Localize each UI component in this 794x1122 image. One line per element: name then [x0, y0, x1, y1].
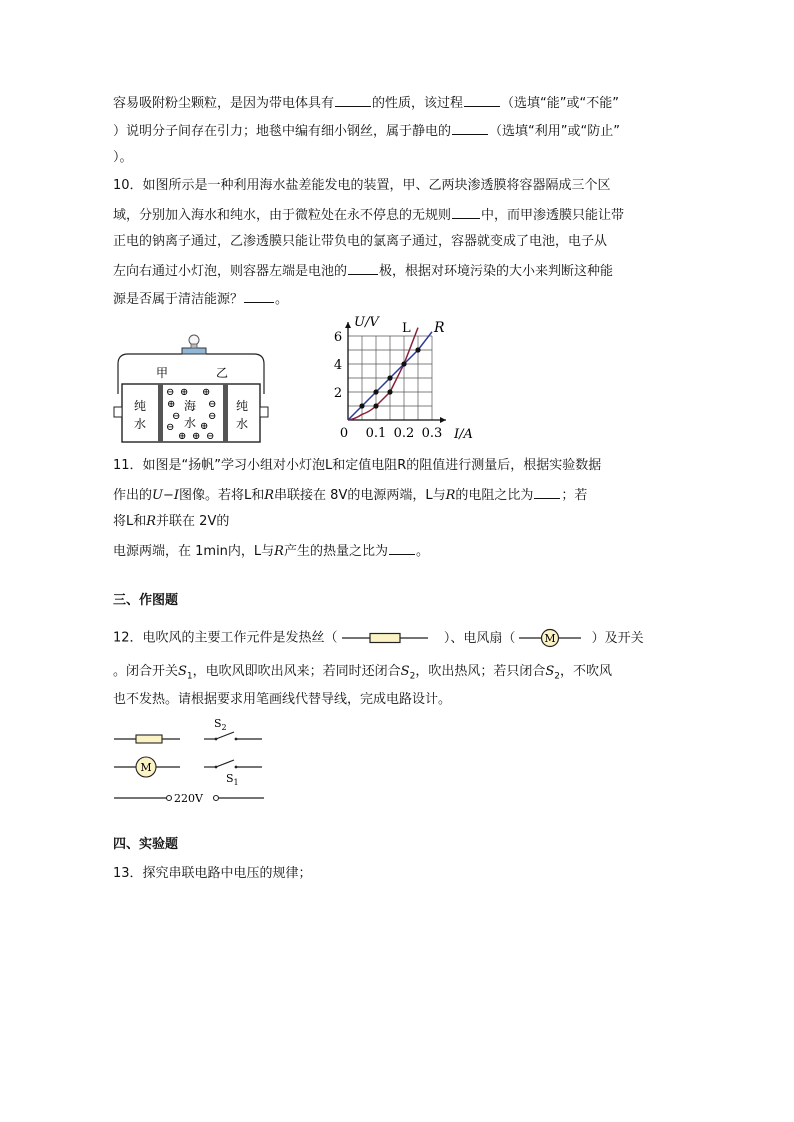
y-axis-arrow [345, 322, 351, 328]
q11-line-2: 作出的U−I图像。若将L和R串联接在 8V的电源两端，L与R的电阻之比为 ；若 [113, 484, 587, 506]
q12-line-1: 12．电吹风的主要工作元件是发热丝（ ）、电风扇（ M ）及开关 [113, 628, 644, 649]
svg-text:⊕: ⊕ [167, 399, 176, 410]
label-yi: 乙 [216, 366, 229, 380]
q10-line-4: 左向右通过小灯泡，则容器左端是电池的 极，根据对环境污染的大小来判断这种能 [113, 260, 613, 282]
q12-line-3: 也不发热。请根据要求用笔画线代替导线，完成电路设计。 [113, 692, 452, 707]
answer-blank[interactable] [389, 540, 415, 555]
q11-line-4: 电源两端，在 1min内，L与R产生的热量之比为 。 [113, 540, 429, 562]
data-point [359, 403, 364, 408]
q10-line-2: 域，分别加入海水和纯水，由于微粒处在永不停息的无规则 中，而甲渗透膜只能让带 [113, 204, 624, 226]
data-point [415, 347, 420, 352]
answer-blank[interactable] [452, 204, 480, 219]
svg-text:⊖: ⊖ [166, 387, 175, 398]
y-tick-label: 4 [333, 358, 343, 373]
q9-line-3: ）。 [113, 150, 133, 165]
membrane-yi [223, 384, 228, 442]
terminal-left [167, 796, 172, 801]
svg-text:⊖: ⊖ [206, 431, 215, 442]
circuit-components-figure [112, 712, 272, 810]
svg-text:⊕: ⊕ [200, 421, 209, 432]
svg-text:纯: 纯 [236, 399, 249, 413]
data-point [401, 361, 406, 366]
svg-text:水: 水 [236, 417, 249, 431]
y-tick-label: 2 [333, 386, 343, 401]
data-point [373, 403, 378, 408]
q10-line-1: 10．如图所示是一种利用海水盐差能发电的装置，甲、乙两块渗透膜将容器隔成三个区 [113, 178, 611, 193]
q10-line-3: 正电的钠离子通过，乙渗透膜只能让带负电的氯离子通过，容器就变成了电池，电子从 [113, 234, 608, 249]
svg-text:⊕: ⊕ [192, 431, 201, 442]
answer-blank[interactable] [348, 260, 378, 275]
svg-text:S2: $S_2$ [214, 717, 227, 732]
answer-blank[interactable] [244, 288, 274, 303]
heating-wire-icon [342, 631, 428, 645]
svg-text:⊖: ⊖ [208, 399, 217, 410]
svg-text:⊖: ⊖ [166, 422, 175, 433]
y-tick-label: 6 [333, 330, 343, 345]
data-point [387, 389, 392, 394]
q13-line: 13．探究串联电路中电压的规律； [113, 866, 312, 881]
svg-text:⊕: ⊕ [178, 431, 187, 442]
x-axis-label: I/A [454, 427, 473, 442]
svg-text:水: 水 [134, 417, 147, 431]
voltage-label: 220V [174, 792, 203, 805]
label-jia: 甲 [156, 366, 169, 380]
heating-wire-icon [136, 735, 162, 743]
section-heading-4: 四、实验题 [113, 837, 179, 852]
x-tick-label: 0.3 [421, 426, 443, 441]
terminal-right [214, 796, 219, 801]
answer-blank[interactable] [335, 92, 371, 107]
membrane-jia [158, 384, 163, 442]
answer-blank[interactable] [534, 484, 560, 499]
svg-text:M: M [140, 761, 152, 774]
q9-line-2: ）说明分子间存在引力；地毯中编有细小钢丝，属于静电的 （选填“利用”或“防止” [113, 120, 620, 142]
motor-icon [519, 628, 581, 648]
series-label-R: R [434, 320, 445, 336]
svg-text:⊕: ⊕ [180, 387, 189, 398]
x-tick-label: 0.1 [365, 426, 387, 441]
q9-line-1: 容易吸附粉尘颗粒，是因为带电体具有 的性质，该过程 （选填“能”或“不能” [113, 92, 619, 114]
data-point [387, 375, 392, 380]
q10-line-5: 源是否属于清洁能源？ 。 [113, 288, 288, 310]
answer-blank[interactable] [452, 120, 488, 135]
x-axis-arrow [440, 417, 446, 423]
container [122, 384, 260, 442]
series-label-L: L [402, 321, 411, 336]
bulb-base [182, 348, 206, 354]
section-heading-3: 三、作图题 [113, 593, 179, 608]
origin-label: 0 [339, 426, 349, 441]
q12-line-2: 。闭合开关$S_1$，电吹风即吹出风来；若同时还闭合$S_2$，吹出热风；若只闭合$S_2$，不吹风 [113, 664, 612, 682]
chart-labels [334, 315, 473, 442]
svg-text:M: M [544, 632, 557, 645]
u-i-chart [330, 308, 480, 448]
q11-line-1: 11．如图是“扬帆”学习小组对小灯泡L和定值电阻R的阻值进行测量后，根据实验数据 [113, 458, 602, 473]
data-point [373, 389, 378, 394]
y-axis-label: U/V [354, 315, 379, 330]
q11-line-3: 将L和R并联在 2V的 [113, 514, 230, 529]
svg-text:水: 水 [184, 416, 197, 430]
svg-text:海: 海 [184, 399, 197, 413]
bulb-icon [189, 335, 199, 345]
svg-text:S1: $S_1$ [226, 772, 239, 787]
svg-text:⊖: ⊖ [208, 411, 217, 422]
svg-text:⊕: ⊕ [202, 387, 211, 398]
svg-text:⊖: ⊖ [172, 411, 181, 422]
svg-text:纯: 纯 [134, 399, 147, 413]
answer-blank[interactable] [464, 92, 500, 107]
x-tick-label: 0.2 [393, 426, 415, 441]
salinity-battery-figure [112, 330, 272, 445]
